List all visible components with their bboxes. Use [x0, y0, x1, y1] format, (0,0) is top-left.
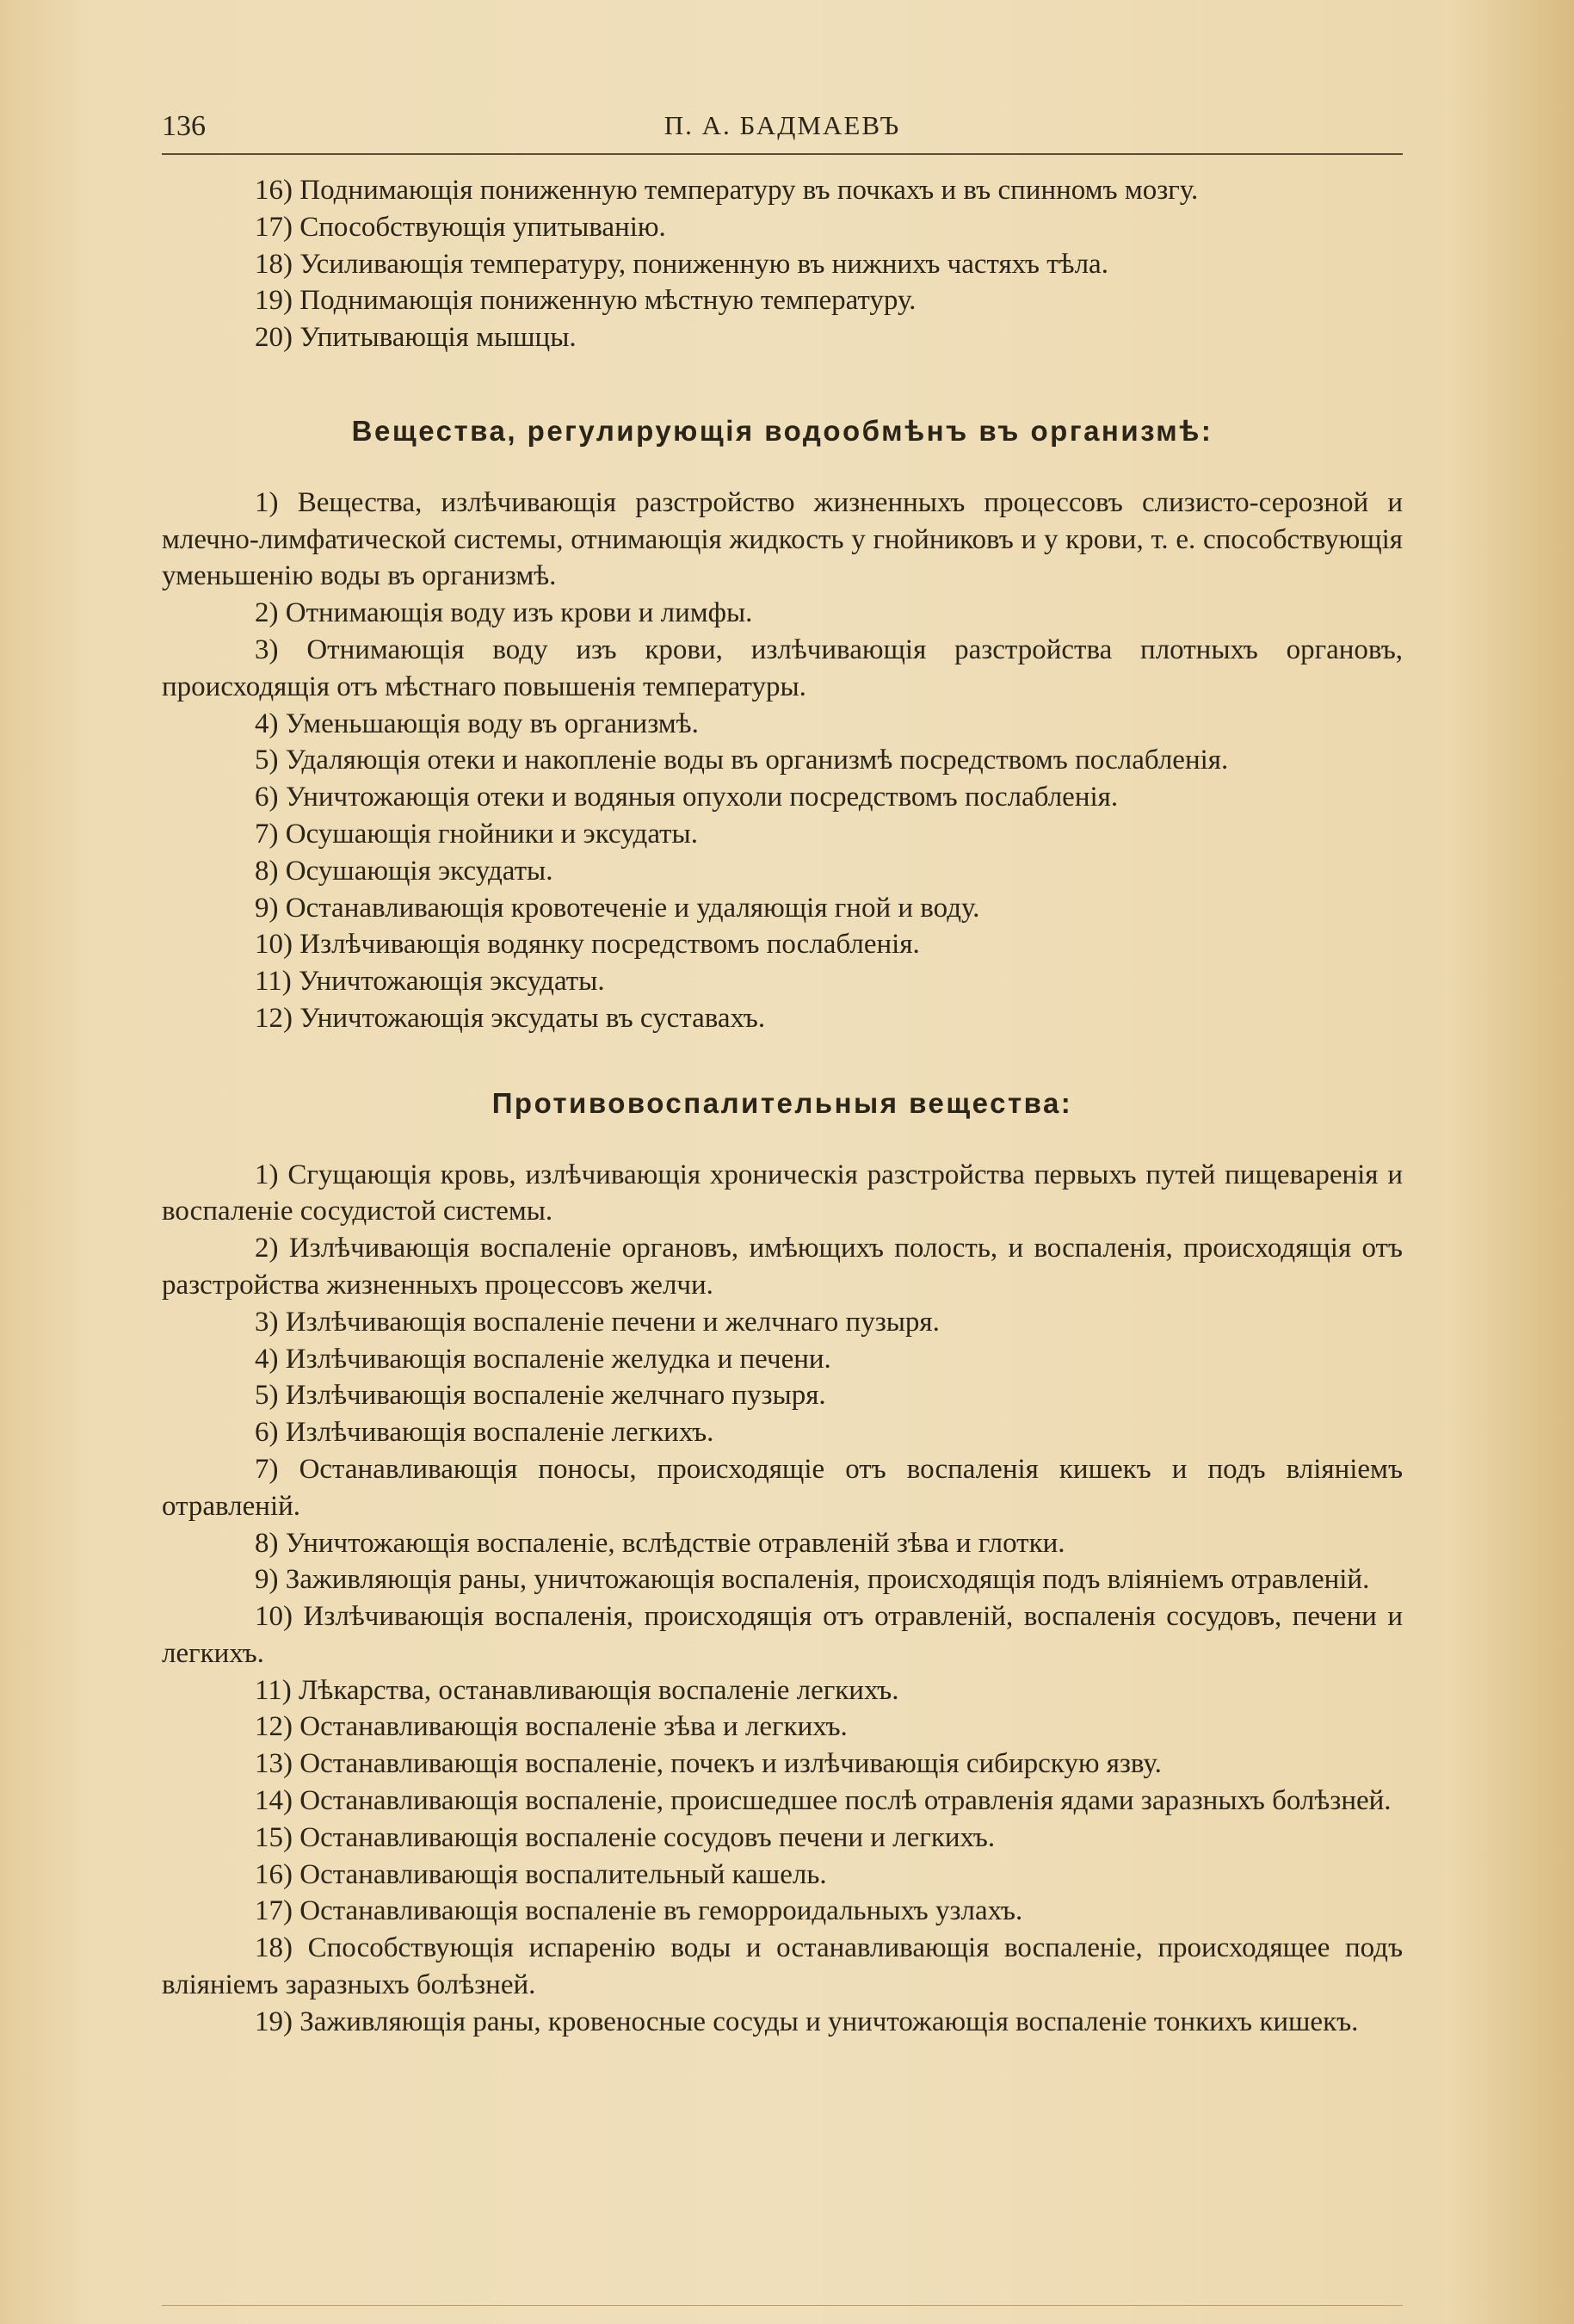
list-item	[162, 1709, 1403, 1746]
item-number: 7)	[255, 818, 279, 850]
item-number: 10)	[255, 1601, 293, 1633]
list-item	[162, 209, 1403, 246]
item-text: Останавливающія воспалительный кашель.	[299, 1858, 827, 1890]
item-number: 13)	[255, 1748, 293, 1780]
item-number: 16)	[255, 1858, 293, 1890]
item-number: 5)	[255, 745, 279, 776]
item-text: Усиливающія температуру, пониженную въ нижнихъ частяхъ тѣла.	[299, 248, 1108, 280]
list-item	[162, 282, 1403, 319]
item-number: 12)	[255, 1002, 293, 1034]
item-text: Способствующія упитыванію.	[299, 211, 666, 243]
item-text: Останавливающія кровотеченіе и удаляющія гной и воду.	[285, 892, 980, 924]
list-item	[162, 926, 1403, 963]
list-item	[162, 1561, 1403, 1598]
item-number: 20)	[255, 322, 293, 354]
item-number: 6)	[255, 782, 279, 813]
list-item	[162, 1893, 1403, 1930]
item-number: 9)	[255, 892, 279, 924]
list-item	[162, 706, 1403, 743]
item-number: 5)	[255, 1380, 279, 1412]
anti-inflammatory-list	[162, 1157, 1403, 2041]
item-number: 8)	[255, 855, 279, 887]
item-number: 18)	[255, 248, 293, 280]
list-item	[162, 1783, 1403, 1820]
list-item	[162, 632, 1403, 706]
item-text: Излѣчивающія воспаленіе органовъ, имѣющихъ полость, и воспаленія, происходящія отъ разстройства жизненныхъ процессовъ желчи.	[162, 1233, 1403, 1301]
list-item	[162, 742, 1403, 779]
list-item	[162, 2004, 1403, 2041]
item-text: Останавливающія воспаленіе сосудовъ печени и легкихъ.	[299, 1821, 996, 1853]
list-item	[162, 172, 1403, 209]
item-number: 9)	[255, 1564, 279, 1596]
item-text: Уничтожающія эксудаты въ суставахъ.	[299, 1002, 766, 1034]
item-text: Останавливающія воспаленіе, почекъ и излѣчивающія сибирскую язву.	[299, 1748, 1162, 1780]
list-item	[162, 1857, 1403, 1894]
list-item	[162, 890, 1403, 927]
item-text: Лѣкарства, останавливающія воспаленіе легкихъ.	[299, 1674, 899, 1706]
item-number: 2)	[255, 1233, 279, 1264]
list-item	[162, 1672, 1403, 1709]
item-text: Осушающія эксудаты.	[285, 855, 553, 887]
item-text: Сгущающія кровь, излѣчивающія хроническія разстройства первыхъ путей пищеваренія и воспаленіе сосудистой системы.	[162, 1159, 1403, 1227]
item-number: 8)	[255, 1527, 279, 1559]
item-text: Поднимающія пониженную мѣстную температуру.	[299, 285, 917, 317]
item-text: Излѣчивающія воспаленія, происходящія отъ отравленій, воспаленія сосудовъ, печени и легкихъ.	[162, 1601, 1403, 1669]
item-text: Излѣчивающія воспаленіе желудка и печени.	[285, 1343, 831, 1375]
item-text: Уничтожающія эксудаты.	[299, 966, 605, 998]
item-number: 15)	[255, 1821, 293, 1853]
list-item	[162, 1000, 1403, 1037]
item-text: Удаляющія отеки и накопленіе воды въ организмѣ посредствомъ послабленія.	[285, 745, 1229, 776]
list-item	[162, 779, 1403, 816]
list-item	[162, 1157, 1403, 1231]
list-item	[162, 319, 1403, 356]
list-item	[162, 1451, 1403, 1525]
item-text: Излѣчивающія воспаленіе легкихъ.	[285, 1417, 714, 1449]
item-text: Отнимающія воду изъ крови, излѣчивающія разстройства плотныхъ органовъ, происходящія отъ мѣстнаго повышенія температуры.	[162, 634, 1404, 702]
item-text: Излѣчивающія воспаленіе печени и желчнаго пузыря.	[285, 1306, 940, 1338]
item-number: 19)	[255, 285, 293, 317]
item-number: 14)	[255, 1785, 293, 1817]
page-bottom-edge	[162, 2305, 1403, 2306]
item-text: Останавливающія воспаленіе зѣва и легкихъ.	[299, 1711, 848, 1743]
list-item	[162, 816, 1403, 853]
water-regulation-list	[162, 485, 1403, 1037]
list-item	[162, 1820, 1403, 1857]
item-number: 4)	[255, 708, 279, 739]
section-title-water-regulation: Вещества, регулирующія водообмѣнъ въ организмѣ:	[351, 414, 1213, 447]
list-item	[162, 1598, 1403, 1672]
item-number: 3)	[255, 634, 279, 665]
page-number: 136	[162, 110, 206, 142]
item-text: Отнимающія воду изъ крови и лимфы.	[285, 597, 753, 629]
item-text: Осушающія гнойники и эксудаты.	[285, 818, 698, 850]
item-number: 11)	[255, 1674, 292, 1706]
item-number: 1)	[255, 486, 279, 518]
item-number: 6)	[255, 1417, 279, 1449]
item-text: Упитывающія мышцы.	[299, 322, 577, 354]
list-item	[162, 1304, 1403, 1341]
item-number: 19)	[255, 2006, 293, 2037]
list-item	[162, 1414, 1403, 1451]
item-number: 18)	[255, 1932, 293, 1964]
running-head: П. А. БАДМАЕВЪ	[664, 110, 901, 140]
item-number: 11)	[255, 966, 292, 998]
list-item	[162, 246, 1403, 283]
item-number: 12)	[255, 1711, 293, 1743]
item-text: Уничтожающія отеки и водяныя опухоли посредствомъ послабленія.	[285, 782, 1119, 813]
list-item	[162, 1341, 1403, 1378]
item-number: 3)	[255, 1306, 279, 1338]
item-text: Заживляющія раны, уничтожающія воспаленія, происходящія подъ вліяніемъ отравленій.	[285, 1564, 1370, 1596]
list-item	[162, 1525, 1403, 1562]
list-item	[162, 853, 1403, 890]
item-text: Останавливающія воспаленіе, происшедшее послѣ отравленія ядами заразныхъ болѣзней.	[299, 1785, 1392, 1817]
page-body	[162, 172, 1403, 2041]
item-text: Уменьшающія воду въ организмѣ.	[285, 708, 699, 739]
item-text: Способствующія испаренію воды и останавливающія воспаленіе, происходящее подъ вліяніемъ заразныхъ болѣзней.	[162, 1932, 1404, 2001]
item-number: 17)	[255, 211, 293, 243]
item-number: 10)	[255, 929, 293, 961]
item-number: 7)	[255, 1453, 279, 1485]
item-text: Останавливающія воспаленіе въ геморроидальныхъ узлахъ.	[299, 1895, 1023, 1927]
item-text: Останавливающія поносы, происходящіе отъ воспаленія кишекъ и подъ вліяніемъ отравленій.	[162, 1453, 1404, 1522]
section-title-anti-inflammatory: Противовоспалительныя вещества:	[491, 1086, 1073, 1119]
item-text: Излѣчивающія водянку посредствомъ послабленія.	[299, 929, 920, 961]
list-item	[162, 1230, 1403, 1304]
list-item	[162, 963, 1403, 1000]
intro-list	[162, 172, 1403, 356]
item-number: 4)	[255, 1343, 279, 1375]
item-text: Уничтожающія воспаленіе, вслѣдствіе отравленій зѣва и глотки.	[285, 1527, 1065, 1559]
list-item	[162, 595, 1403, 632]
item-text: Заживляющія раны, кровеносные сосуды и уничтожающія воспаленіе тонкихъ кишекъ.	[299, 2006, 1359, 2037]
item-text: Поднимающія пониженную температуру въ почкахъ и въ спинномъ мозгу.	[299, 175, 1199, 206]
list-item	[162, 1746, 1403, 1783]
item-text: Излѣчивающія воспаленіе желчнаго пузыря.	[285, 1380, 826, 1412]
header-rule	[162, 153, 1403, 155]
item-number: 2)	[255, 597, 279, 629]
item-number: 16)	[255, 175, 293, 206]
list-item	[162, 1930, 1403, 2004]
list-item	[162, 1377, 1403, 1414]
list-item	[162, 485, 1403, 595]
item-number: 17)	[255, 1895, 293, 1927]
item-text: Вещества, излѣчивающія разстройство жизненныхъ процессовъ слизисто-серозной и млечно-лимфатической системы, отнимающія жидкость у гнойниковъ и у крови, т. е. способствующія уменьшенію воды въ организмѣ.	[162, 486, 1404, 592]
item-number: 1)	[255, 1159, 279, 1190]
page-header	[162, 110, 1403, 153]
